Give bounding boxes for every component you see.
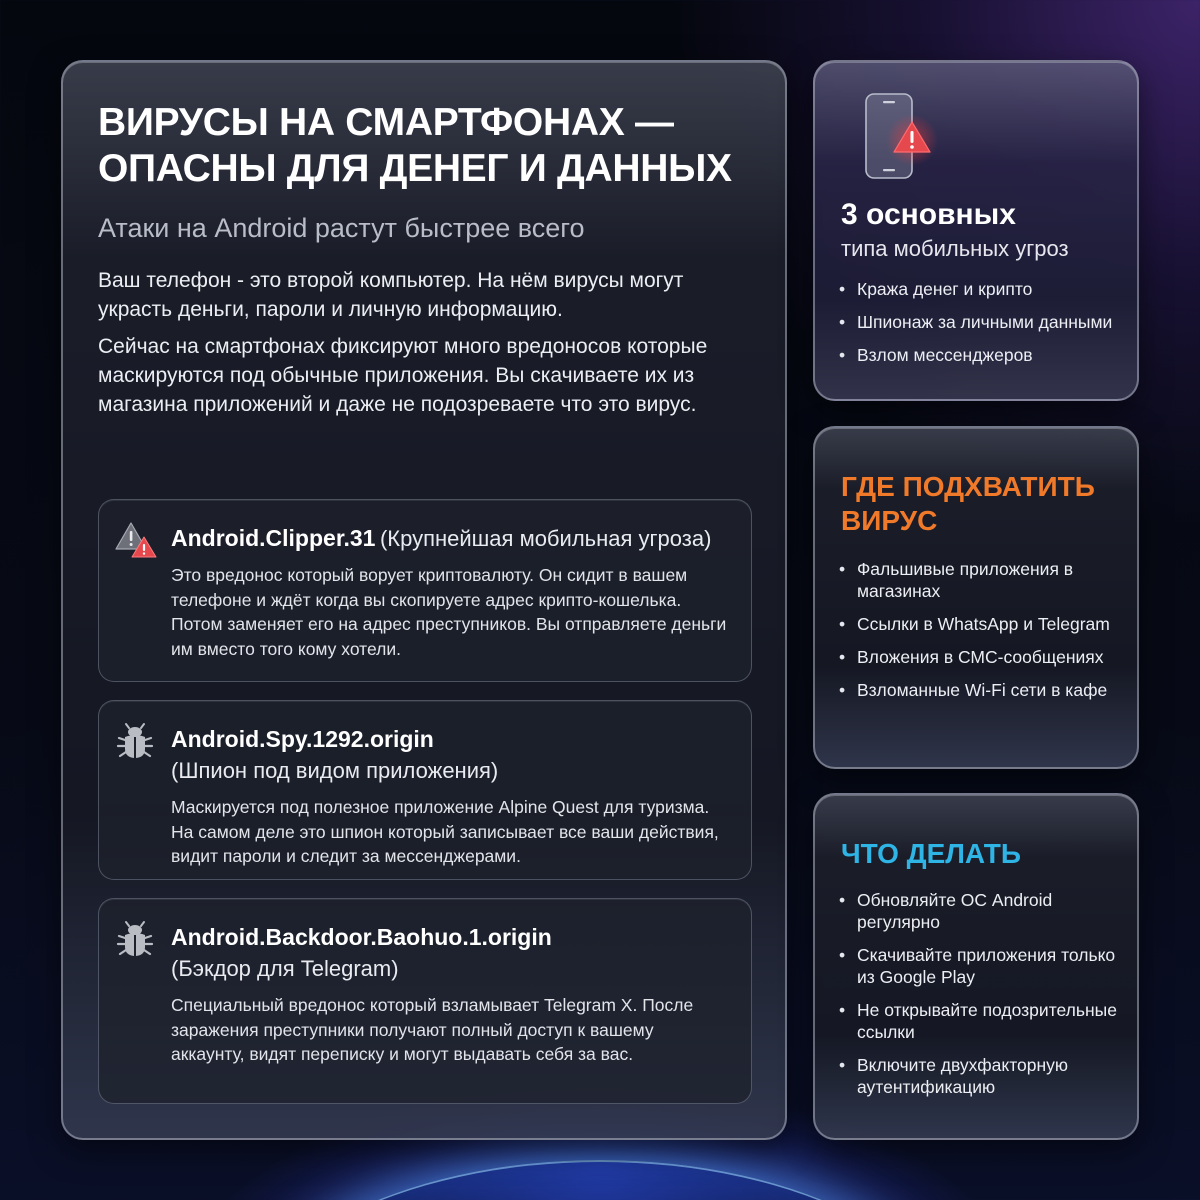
list-item: • Включите двухфакторную аутентификацию bbox=[839, 1054, 1123, 1098]
threat-tag: (Шпион под видом приложения) bbox=[171, 758, 499, 783]
page-subtitle: Атаки на Android растут быстрее всего bbox=[98, 213, 585, 243]
intro-paragraph: Ваш телефон - это второй компьютер. На нём вирусы могут украсть деньги, пароли и личную информацию. bbox=[98, 269, 684, 321]
threat-name: Android.Spy.1292.origin bbox=[171, 726, 434, 752]
list-item: • Не открывайте подозрительные ссылки bbox=[839, 999, 1123, 1043]
where-list bbox=[839, 558, 1123, 712]
list-item: • Обновляйте ОС Android регулярно bbox=[839, 889, 1123, 933]
where-heading-line-2: ВИРУС bbox=[841, 505, 938, 536]
list-item: • Фальшивые приложения в магазинах bbox=[839, 558, 1123, 602]
threat-types-list bbox=[839, 278, 1123, 377]
threat-card-spy bbox=[98, 700, 752, 880]
bug-icon bbox=[115, 919, 159, 959]
title-line-1: ВИРУСЫ НА СМАРТФОНАХ — bbox=[98, 101, 674, 144]
threat-card-clipper bbox=[98, 499, 752, 682]
bug-icon bbox=[115, 721, 159, 761]
list-item: • Взломанные Wi-Fi сети в кафе bbox=[839, 679, 1123, 701]
threat-name: Android.Clipper.31 bbox=[171, 525, 376, 551]
threat-description: Специальный вредонос который взламывает Telegram X. После заражения преступники получают полный доступ к вашему аккаунту, видят переписку и могут выдавать себя за вас. bbox=[171, 995, 694, 1064]
list-item: • Шпионаж за личными данными bbox=[839, 311, 1123, 333]
where-heading bbox=[841, 470, 1095, 538]
threat-types-subtitle: типа мобильных угроз bbox=[841, 236, 1069, 261]
title-line-2: ОПАСНЫ ДЛЯ ДЕНЕГ И ДАННЫХ bbox=[98, 147, 732, 190]
threat-name: Android.Backdoor.Baohuo.1.origin bbox=[171, 924, 552, 950]
phone-alert-icon bbox=[863, 92, 953, 184]
list-item: • Кража денег и крипто bbox=[839, 278, 1123, 300]
what-to-do-card bbox=[813, 793, 1139, 1140]
intro-paragraph: Сейчас на смартфонах фиксируют много вредоносов которые маскируются под обычные приложения. Вы скачиваете их из магазина приложений и даже не подозреваете что это вирус. bbox=[98, 335, 708, 416]
what-to-do-list bbox=[839, 889, 1123, 1109]
threat-tag: (Бэкдор для Telegram) bbox=[171, 956, 399, 981]
list-item: • Скачивайте приложения только из Google Play bbox=[839, 944, 1123, 988]
warning-triangle-icon bbox=[115, 520, 159, 560]
threat-description: Маскируется под полезное приложение Alpine Quest для туризма. На самом деле это шпион который записывает все ваши действия, видит пароли и следит за мессенджерами. bbox=[171, 797, 719, 866]
list-item: • Вложения в СМС-сообщениях bbox=[839, 646, 1123, 668]
list-item: • Взлом мессенджеров bbox=[839, 344, 1123, 366]
threat-types-card bbox=[813, 60, 1139, 401]
main-panel bbox=[61, 60, 787, 1140]
where-to-catch-card bbox=[813, 426, 1139, 769]
where-heading-line-1: ГДЕ ПОДХВАТИТЬ bbox=[841, 471, 1095, 502]
what-to-do-heading: ЧТО ДЕЛАТЬ bbox=[841, 838, 1021, 869]
threat-description: Это вредонос который ворует криптовалюту. Он сидит в вашем телефоне и ждёт когда вы скопируете адрес крипто-кошелька. Потом заменяет его на адрес преступников. Вы отправляете деньги им вместо того кому хотели. bbox=[171, 565, 727, 659]
threat-count-label: 3 основных bbox=[841, 198, 1016, 231]
page-title bbox=[98, 100, 750, 192]
threat-card-backdoor bbox=[98, 898, 752, 1104]
threat-tag: (Крупнейшая мобильная угроза) bbox=[379, 526, 712, 551]
list-item: • Ссылки в WhatsApp и Telegram bbox=[839, 613, 1123, 635]
intro-text bbox=[98, 266, 750, 419]
planet-glow-decoration bbox=[230, 1160, 970, 1200]
